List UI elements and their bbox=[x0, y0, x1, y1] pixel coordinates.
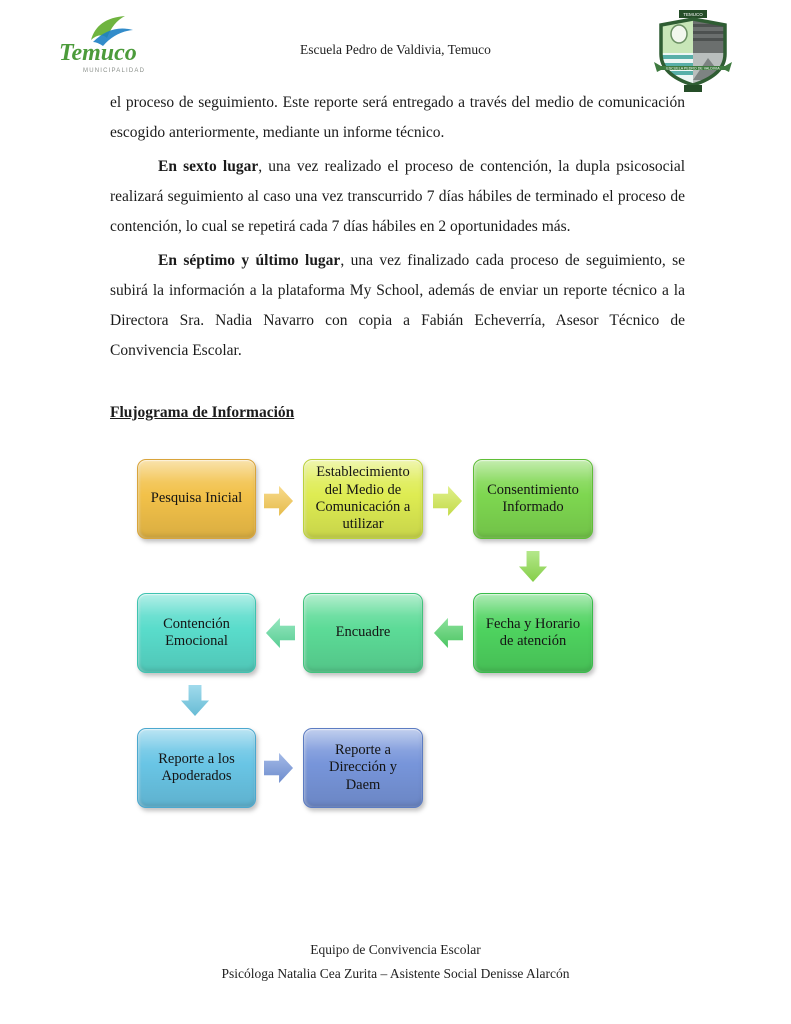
flow-node-label: Pesquisa Inicial bbox=[150, 490, 243, 507]
paragraph-lead: En sexto lugar bbox=[158, 158, 259, 175]
flowchart-heading: Flujograma de Información bbox=[110, 404, 295, 421]
document-body bbox=[110, 88, 685, 432]
flow-node-pesquisa-inicial bbox=[137, 459, 256, 539]
flow-node-label: Encuadre bbox=[335, 624, 391, 641]
flow-node-reporte-direccion bbox=[303, 728, 423, 808]
school-crest-graphic bbox=[646, 10, 740, 96]
flow-node-contencion-emocional bbox=[137, 593, 256, 673]
paragraph-lead: En séptimo y último lugar bbox=[158, 252, 341, 269]
arrow-down-icon bbox=[519, 551, 547, 582]
arrow-down-icon bbox=[181, 685, 209, 716]
arrow-right-icon bbox=[433, 486, 462, 516]
paragraph-text: , una vez realizado el proceso de contención, la dupla psicosocial realizará seguimiento al caso una vez transcurrido 7 días hábiles de terminado el proceso de contención, lo cual se repetirá cada 7 días hábiles en 2 oportunidades más. bbox=[110, 158, 686, 235]
flow-node-label: Reporte a los Apoderados bbox=[158, 750, 235, 784]
flow-node-label: Consentimiento Informado bbox=[487, 481, 579, 515]
paragraph-text: , una vez finalizado cada proceso de seguimiento, se subirá la información a la plataforma My School, además de enviar un reporte técnico a la Directora Sra. Nadia Navarro con copia a Fabián Echeverría, Asesor Técnico de Convivencia Escolar. bbox=[110, 252, 686, 359]
flow-node-medio-comunicacion bbox=[303, 459, 423, 539]
flow-node-consentimiento bbox=[473, 459, 593, 539]
paragraph bbox=[110, 88, 685, 148]
paragraph bbox=[110, 152, 685, 242]
logo-wordmark: Temuco bbox=[59, 40, 137, 66]
crest-bottom-banner bbox=[684, 85, 702, 92]
flow-node-label: Contención Emocional bbox=[163, 615, 230, 649]
paragraph bbox=[110, 246, 685, 366]
school-crest bbox=[646, 10, 740, 96]
arrow-left-icon bbox=[434, 618, 463, 648]
arrow-left-icon bbox=[266, 618, 295, 648]
arrow-right-icon bbox=[264, 486, 293, 516]
logo-subtitle: MUNICIPALIDAD bbox=[83, 68, 146, 74]
footer-team-line: Equipo de Convivencia Escolar bbox=[310, 942, 481, 957]
page-header-title: Escuela Pedro de Valdivia, Temuco bbox=[300, 42, 491, 57]
flow-node-reporte-apoderados bbox=[137, 728, 256, 808]
flow-node-fecha-horario bbox=[473, 593, 593, 673]
crest-top-label: TEMUCO bbox=[683, 12, 703, 17]
crest-ribbon-label: ESCUELA PEDRO DE VALDIVIA bbox=[666, 66, 720, 71]
flow-node-label: Establecimiento del Medio de Comunicación a utilizar bbox=[315, 464, 411, 533]
flow-node-encuadre bbox=[303, 593, 423, 673]
footer-names-line: Psicóloga Natalia Cea Zurita – Asistente Social Denisse Alarcón bbox=[221, 966, 570, 981]
flow-node-label: Fecha y Horario de atención bbox=[485, 615, 581, 649]
page-footer bbox=[0, 938, 791, 986]
arrow-right-icon bbox=[264, 753, 293, 783]
flow-node-label: Reporte a Dirección y Daem bbox=[328, 741, 398, 793]
paragraph-text: el proceso de seguimiento. Este reporte será entregado a través del medio de comunicación escogido anteriormente, mediante un informe técnico. bbox=[110, 94, 685, 141]
